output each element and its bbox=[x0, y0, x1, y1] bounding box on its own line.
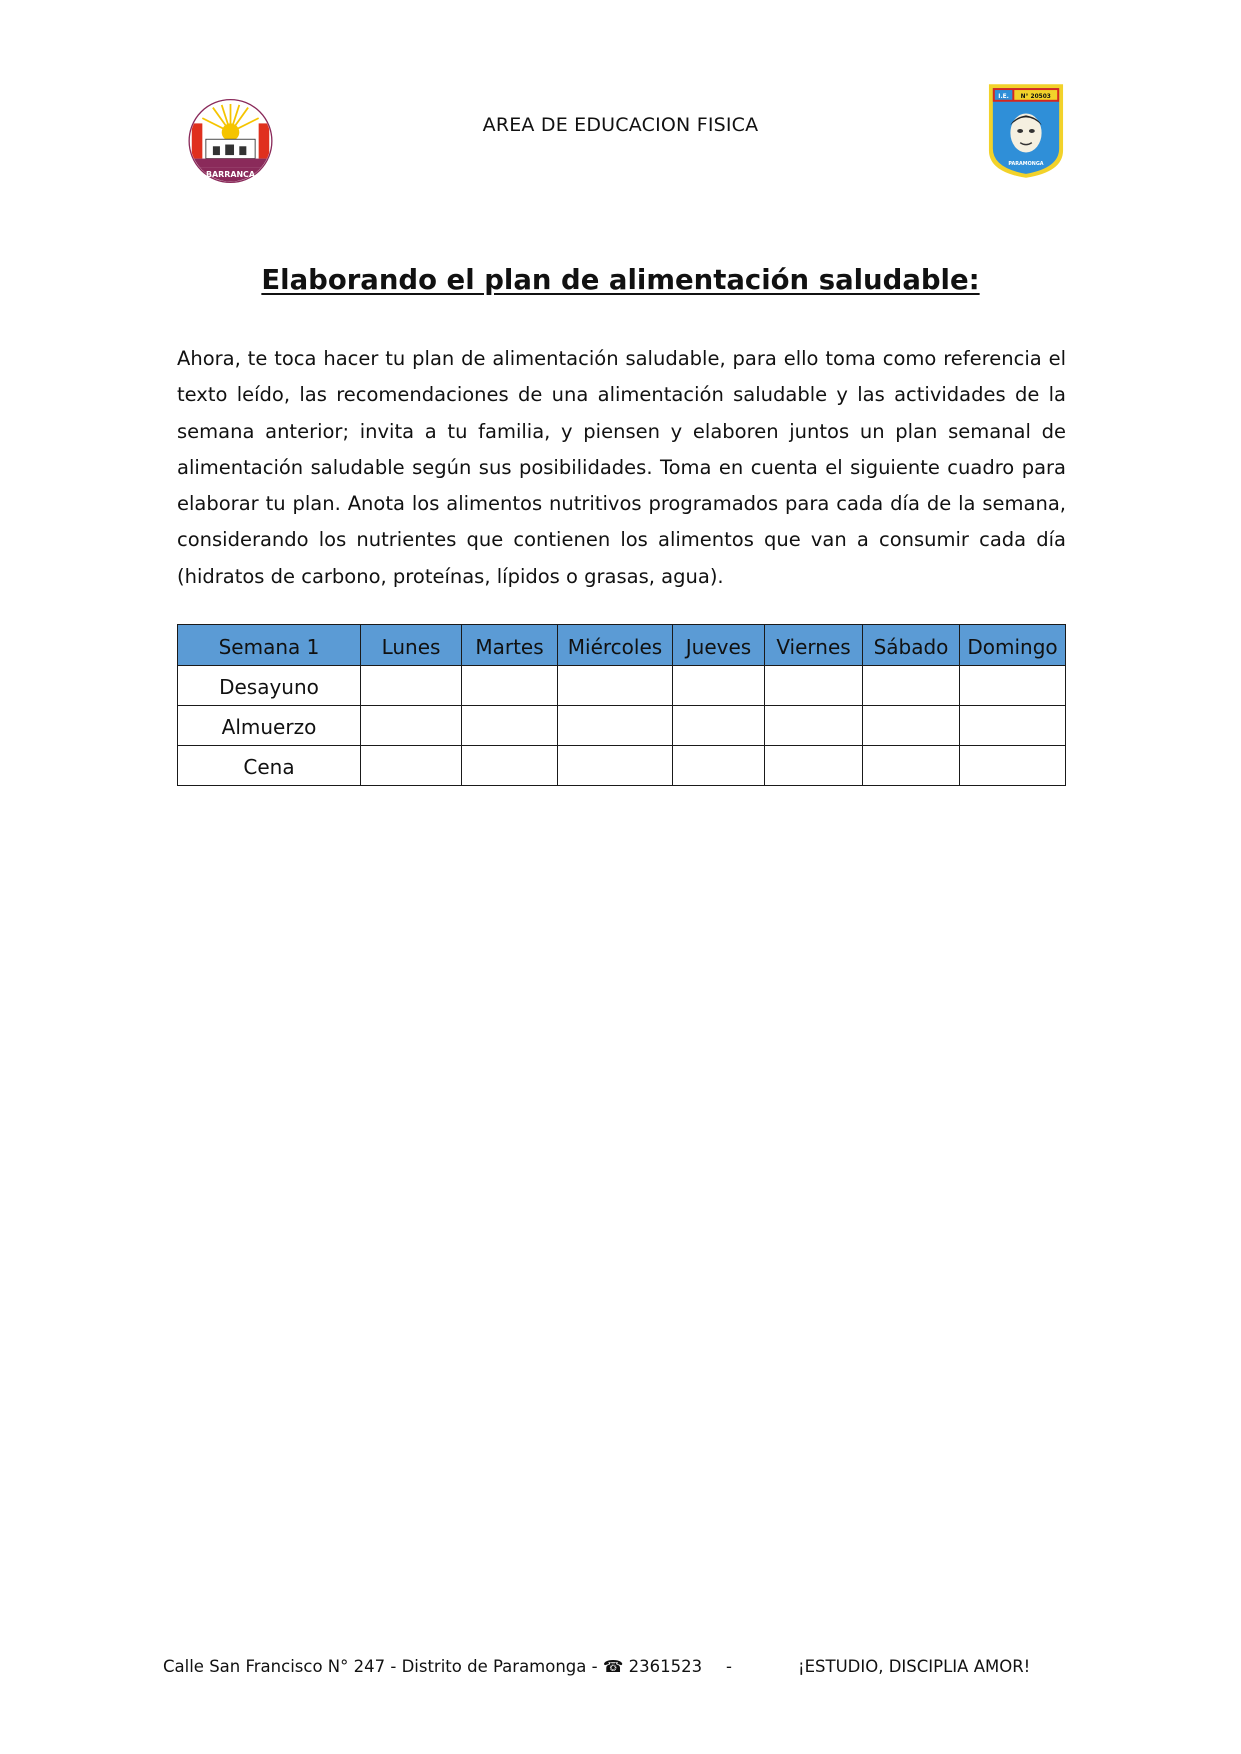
table-cell[interactable] bbox=[765, 706, 863, 746]
table-cell[interactable] bbox=[765, 666, 863, 706]
table-cell[interactable] bbox=[462, 666, 558, 706]
column-header: Martes bbox=[462, 625, 558, 666]
column-header: Miércoles bbox=[558, 625, 673, 666]
table-cell[interactable] bbox=[960, 666, 1066, 706]
footer-separator: - bbox=[726, 1657, 732, 1676]
table-cell[interactable] bbox=[558, 706, 673, 746]
table-row bbox=[178, 746, 1066, 786]
table-cell[interactable] bbox=[960, 706, 1066, 746]
table-cell[interactable] bbox=[960, 746, 1066, 786]
column-header: Jueves bbox=[673, 625, 765, 666]
column-header: Viernes bbox=[765, 625, 863, 666]
table-cell[interactable] bbox=[558, 746, 673, 786]
footer-address: Calle San Francisco N° 247 - Distrito de Paramonga - ☎ 2361523 bbox=[163, 1657, 703, 1676]
row-label: Almuerzo bbox=[178, 706, 361, 746]
table-cell[interactable] bbox=[673, 706, 765, 746]
area-title: AREA DE EDUCACION FISICA bbox=[482, 114, 759, 136]
instruction-paragraph: Ahora, te toca hacer tu plan de alimentación saludable, para ello toma como referencia el texto leído, las recomendaciones de una alimentación saludable y las actividades de la semana anterior; invita a tu familia, y piensen y elaboren juntos un plan semanal de alimentación saludable según sus posibilidades. Toma en cuenta el siguiente cuadro para elaborar tu plan. Anota los alimentos nutritivos programados para cada día de la semana, considerando los nutrientes que contienen los alimentos que van a consumir cada día (hidratos de carbono, proteínas, lípidos o grasas, agua). bbox=[177, 347, 1066, 588]
row-label: Cena bbox=[178, 746, 361, 786]
school-shield-logo bbox=[987, 81, 1065, 181]
svg-text:PARAMONGA: PARAMONGA bbox=[1008, 161, 1044, 168]
table-row bbox=[178, 666, 1066, 706]
table-cell[interactable] bbox=[361, 666, 462, 706]
meal-plan-table bbox=[177, 624, 1066, 786]
document-title: Elaborando el plan de alimentación saludable: bbox=[261, 264, 980, 296]
table-cell[interactable] bbox=[361, 746, 462, 786]
svg-text:N° 20503: N° 20503 bbox=[1020, 93, 1051, 100]
table-cell[interactable] bbox=[863, 706, 960, 746]
table-row bbox=[178, 706, 1066, 746]
table-cell[interactable] bbox=[462, 746, 558, 786]
row-label: Desayuno bbox=[178, 666, 361, 706]
left-logo-text: BARRANCA bbox=[206, 170, 255, 180]
table-header-row bbox=[178, 625, 1066, 666]
table-cell[interactable] bbox=[863, 746, 960, 786]
column-header: Lunes bbox=[361, 625, 462, 666]
column-header: Sábado bbox=[863, 625, 960, 666]
table-cell[interactable] bbox=[361, 706, 462, 746]
table-cell[interactable] bbox=[462, 706, 558, 746]
table-cell[interactable] bbox=[863, 666, 960, 706]
table-cell[interactable] bbox=[765, 746, 863, 786]
column-header: Semana 1 bbox=[178, 625, 361, 666]
table-cell[interactable] bbox=[673, 746, 765, 786]
column-header: Domingo bbox=[960, 625, 1066, 666]
ugel-barranca-logo bbox=[186, 97, 275, 185]
svg-text:I.E.: I.E. bbox=[998, 93, 1009, 100]
table-cell[interactable] bbox=[673, 666, 765, 706]
table-cell[interactable] bbox=[558, 666, 673, 706]
footer-motto: ¡ESTUDIO, DISCIPLIA AMOR! bbox=[798, 1657, 1031, 1676]
